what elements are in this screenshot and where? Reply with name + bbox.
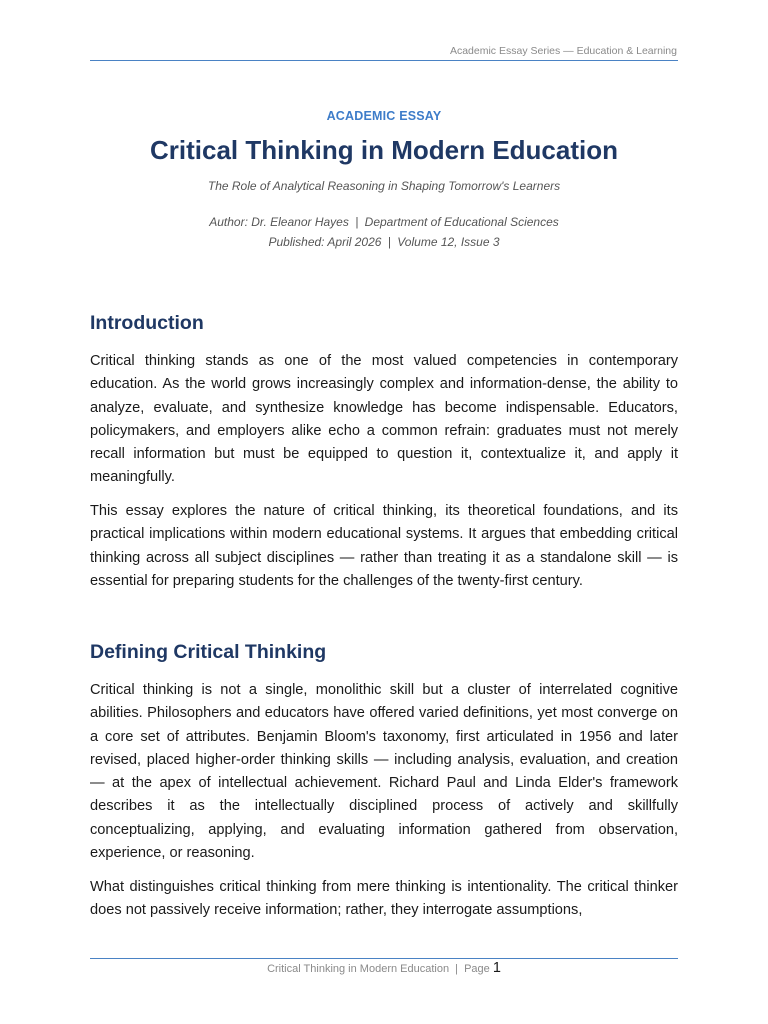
paragraph: Critical thinking is not a single, monolithic skill but a cluster of interrelated cognitive abilities. Philosophers and educators have offered varied definitions, yet most converge on a core set of attributes. Benjamin Bloom's taxonomy, first articulated in 1956 and later revised, placed higher-order thinking skills — including analysis, evaluation, and creation — at the apex of intellectual achievement. Richard Paul and Linda Elder's framework describes it as the intellectually disciplined process of actively and skillfully conceptualizing, applying, and evaluating information gathered from observation, experience, or reasoning. — [90, 682, 678, 862]
paragraph: This essay explores the nature of critical thinking, its theoretical foundations, and its practical implications within modern educational systems. It argues that embedding critical thinking across all subject disciplines — rather than treating it as a standalone skill — is essential for preparing students for the challenges of the twenty-first century. — [90, 503, 678, 589]
paragraph: Critical thinking stands as one of the most valued competencies in contemporary education. As the world grows increasingly complex and information-dense, the ability to analyze, evaluate, and synthesize knowledge has become indispensable. Educators, policymakers, and employers alike echo a common refrain: graduates must not merely recall information but must be equipped to question it, contextualize it, and apply it meaningfully. — [90, 353, 678, 486]
paragraph: What distinguishes critical thinking from mere thinking is intentionality. The critical thinker does not passively receive information; rather, they interrogate assumptions, — [90, 879, 678, 919]
publication-line — [90, 232, 678, 252]
author: Author: Dr. Eleanor Hayes — [209, 215, 349, 229]
footer-page-label: Page — [464, 963, 490, 975]
essay-title: Critical Thinking in Modern Education — [149, 135, 618, 165]
meta-separator: | — [355, 215, 359, 229]
published-date: Published: April 2026 — [268, 235, 382, 249]
volume-issue: Volume 12, Issue 3 — [397, 235, 500, 249]
essay-subtitle: The Role of Analytical Reasoning in Shaping Tomorrow's Learners — [207, 179, 561, 193]
meta-separator: | — [387, 235, 391, 249]
footer-running-title: Critical Thinking in Modern Education — [267, 963, 450, 975]
page-number: 1 — [492, 960, 501, 976]
section-heading-defining-critical-thinking: Defining Critical Thinking — [90, 641, 327, 663]
section-heading-introduction: Introduction — [90, 312, 204, 334]
essay-kicker: ACADEMIC ESSAY — [326, 109, 442, 123]
running-header: Academic Essay Series — Education & Learning — [449, 45, 677, 57]
footer-rule — [90, 958, 678, 959]
department: Department of Educational Sciences — [364, 215, 559, 229]
title-block — [90, 109, 678, 252]
page-footer — [90, 960, 678, 976]
author-line — [90, 212, 678, 232]
header-rule — [90, 60, 678, 61]
footer-separator: | — [455, 963, 458, 975]
